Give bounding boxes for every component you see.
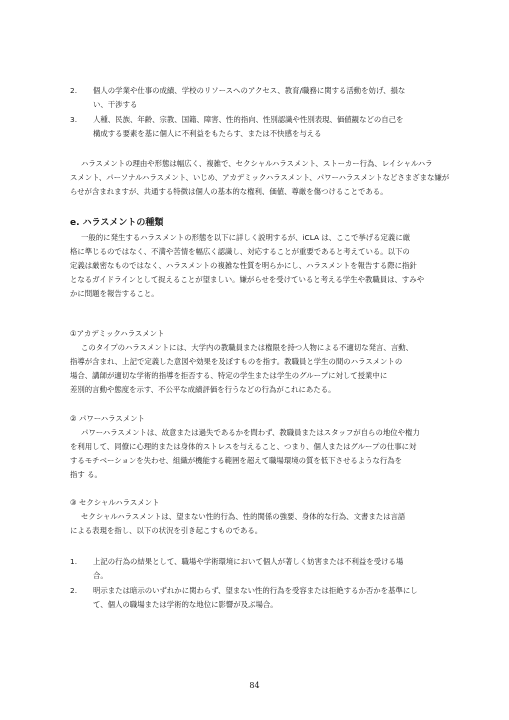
list-item-number: 1. bbox=[70, 557, 78, 566]
subsection-title-academic: ①アカデミックハラスメント bbox=[70, 329, 165, 338]
list-item-text: 明示または暗示のいずれかに関わらず、望まない性的行為を受容または拒絶するか否かを基準にし て、個人の職場または学術的な地位に影響が及ぶ場合。 bbox=[93, 586, 418, 609]
academic-paragraph: このタイプのハラスメントには、大学内の教職員または権限を持つ人物による不適切な発言、言動、 bbox=[81, 343, 413, 352]
page-number: 84 bbox=[249, 681, 260, 690]
sexual-paragraph-cont: による表現を指し、以下の状況を引き起こすものである。 bbox=[70, 526, 263, 535]
paragraph-harassment-reasons-cont: スメント、パーソナルハラスメント、いじめ、アカデミックハラスメント、パワーハラスメントなどさまざまな嫌が らせが含まれますが、共通する特徴は個人の基本的な権利、価値、尊厳を傷つけることである。 bbox=[70, 173, 450, 196]
section-heading: e. ハラスメントの種類 bbox=[70, 218, 164, 228]
list-item-number: 2. bbox=[70, 586, 78, 595]
section-e-paragraph-cont: 格に準じるのではなく、不満や苦情を幅広く認識し、対応することが重要であると考えている。以下の 定義は厳密なものではなく、ハラスメントの複雑な性質を明らかにし、ハラスメントを報告する際に指針 となるガイドラインとして捉えることが望ましい。嫌がらせを受けていると考える学生や教職員は、すみや かに問題を報告すること。 bbox=[70, 247, 425, 298]
section-e-paragraph: 一般的に発生するハラスメントの形態を以下に詳しく説明するが、iCLA は、ここで挙げる定義に厳 bbox=[81, 233, 411, 242]
list-item-text: 上記の行為の結果として、職場や学術環境において個人が著しく妨害または不利益を受ける場 合。 bbox=[93, 557, 404, 580]
list-item-number: 3. bbox=[70, 115, 78, 124]
sexual-paragraph: セクシャルハラスメントは、望まない性的行為、性的関係の強要、身体的な行為、文書または言語 bbox=[81, 512, 406, 521]
subsection-title-power: ② パワーハラスメント bbox=[70, 414, 145, 423]
power-paragraph: パワーハラスメントは、故意または過失であるかを問わず、教職員またはスタッフが自らの地位や権力 bbox=[81, 428, 420, 437]
paragraph-harassment-reasons: ハラスメントの理由や形態は幅広く、複雑で、セクシャルハラスメント、ストーカー行為、レイシャルハラ bbox=[81, 159, 433, 168]
list-item-text: 人種、民族、年齢、宗教、国籍、障害、性的指向、性別認識や性別表現、価値観などの自己を 構成する要素を基に個人に不利益をもたらす、または不快感を与える bbox=[93, 115, 404, 138]
academic-paragraph-cont: 指導が含まれ、上記で定義した意図や効果を及ぼすものを指す。教職員と学生の間のハラスメントの 場合、講師が適切な学術的指導を拒否する、特定の学生または学生のグループに対して授業中に 差別的言動や態度を示す、不公平な成績評価を行うなどの行為がこれにあたる。 bbox=[70, 357, 403, 394]
power-paragraph-cont: を利用して、同僚に心理的または身体的ストレスを与えること、つまり、個人またはグループの仕事に対 するモチベーションを失わせ、組織が機能する範囲を超えて職場環境の質を低下させるような行為を 指す る。 bbox=[70, 442, 417, 479]
list-item-number: 2. bbox=[70, 86, 78, 95]
subsection-title-sexual: ③ セクシャルハラスメント bbox=[70, 498, 160, 507]
list-item-text: 個人の学業や仕事の成績、学校のリソースへのアクセス、教育/職務に関する活動を妨げ、損な い、干渉する bbox=[93, 86, 406, 109]
